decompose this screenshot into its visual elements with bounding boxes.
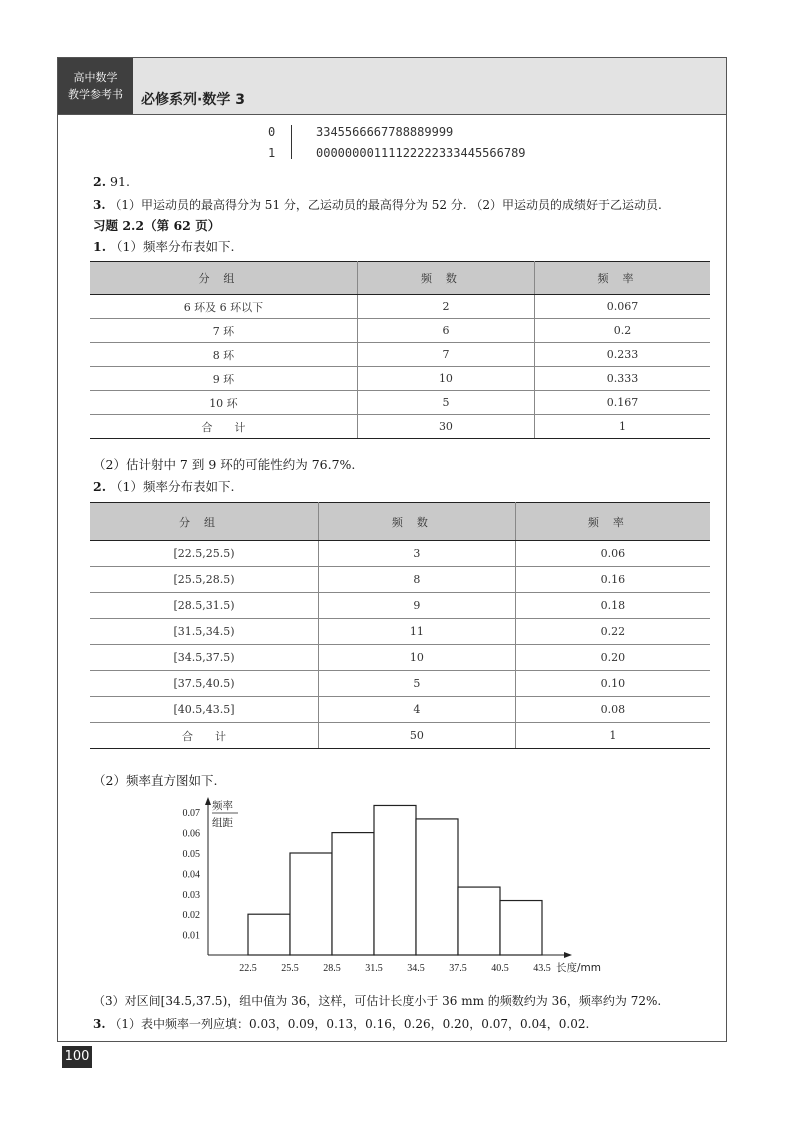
table-cell: 0.16 [515,567,710,593]
histogram-bar [416,819,458,955]
y-tick-label: 0.02 [182,910,200,922]
exercise-heading: 习题 2.2（第 62 页） [93,218,221,233]
table-cell: 3 [319,541,516,567]
answer-2-number: 2. [93,174,107,189]
estimate-text: （2）估计射中 7 到 9 环的可能性约为 76.7%. [93,457,356,472]
table-cell: [31.5,34.5) [90,619,319,645]
table-row [90,697,710,723]
series-title: 必修系列·数学 3 [141,92,245,108]
stem-1: 1 [268,146,276,160]
frequency-table-1 [90,261,710,439]
table-total-row [90,723,710,749]
table-cell: 7 环 [90,319,357,343]
table-cell: 8 [319,567,516,593]
table-cell: [25.5,28.5) [90,567,319,593]
answer-2 [93,174,130,189]
x-axis-label: 长度/mm [556,962,601,974]
header-count: 频数 [357,262,534,295]
exercise-3-text: （1）表中频率一列应填：0.03，0.09，0.13，0.16，0.26，0.20，0.07，0.04，0.02. [109,1017,590,1031]
table-cell: 6 [357,319,534,343]
table-cell: 4 [319,697,516,723]
answer-2-text: 91. [106,174,130,189]
table-cell: 5 [319,671,516,697]
x-tick-label: 40.5 [491,963,509,974]
exercise-3-number: 3. [93,1017,106,1031]
table-cell: [37.5,40.5) [90,671,319,697]
page-number: 100 [62,1046,92,1068]
table-cell: 合 计 [90,415,357,439]
histogram-bar [290,853,332,955]
table-cell: 0.20 [515,645,710,671]
answer-3-number: 3. [93,198,106,212]
table-row [90,541,710,567]
table-row [90,619,710,645]
table-cell: 1 [535,415,710,439]
table-cell: 9 环 [90,367,357,391]
histogram-intro: （2）频率直方图如下. [93,773,218,788]
table-row [90,671,710,697]
leaves-1: 00000000111122222333445566789 [316,146,526,160]
x-tick-label: 37.5 [449,963,467,974]
badge-line-2: 教学参考书 [68,88,123,101]
table-cell: 0.067 [535,295,710,319]
answer-3 [93,196,662,213]
answer-3-text: （1）甲运动员的最高得分为 51 分，乙运动员的最高得分为 52 分. （2）甲运动员的成绩好于乙运动员. [109,198,662,212]
table-row [90,645,710,671]
y-tick-label: 0.03 [182,889,200,901]
table-cell: 7 [357,343,534,367]
table-cell: 30 [357,415,534,439]
x-tick-label: 43.5 [533,963,551,974]
table-row [90,343,710,367]
exercise-2-text: （1）频率分布表如下. [110,479,235,494]
table-cell: 0.06 [515,541,710,567]
table-cell: 2 [357,295,534,319]
table-cell: 50 [319,723,516,749]
stem-divider [291,125,292,159]
table-cell: 8 环 [90,343,357,367]
frequency-table-2 [90,502,710,749]
badge-line-1: 高中数学 [73,71,118,84]
exercise-1-text: （1）频率分布表如下. [110,239,235,254]
table-row [90,319,710,343]
table-row [90,567,710,593]
book-badge [58,58,133,114]
table-cell: 0.167 [535,391,710,415]
table-cell: 9 [319,593,516,619]
page-header [58,58,726,115]
x-tick-label: 31.5 [365,963,383,974]
y-axis-label-denominator: 组距 [212,817,233,829]
y-tick-label: 0.05 [182,849,200,860]
x-axis-arrow [564,952,572,958]
table-row [90,295,710,319]
table-row [90,391,710,415]
exercise-2 [93,477,234,495]
table-row [90,593,710,619]
histogram-bar [374,805,416,955]
table-cell: 0.333 [535,367,710,391]
exercise-3 [93,1015,589,1032]
frequency-histogram [160,795,620,980]
table-cell: 11 [319,619,516,645]
header-frequency: 频率 [515,503,710,541]
y-tick-label: 0.06 [182,828,200,840]
interval-estimate: （3）对区间[34.5,37.5)，组中值为 36，这样，可估计长度小于 36 mm 的频数约为 36，频率约为 72%. [93,994,662,1008]
exercise-2-number: 2. [93,479,107,494]
table-cell: 1 [515,723,710,749]
table-cell: 0.233 [535,343,710,367]
table-cell: 0.18 [515,593,710,619]
x-tick-label: 25.5 [281,963,299,974]
table-cell: 0.08 [515,697,710,723]
table-cell: [34.5,37.5) [90,645,319,671]
table-header-row [90,503,710,541]
header-frequency: 频率 [535,262,710,295]
histogram-bar [332,833,374,955]
x-tick-label: 28.5 [323,963,341,974]
y-axis-label-numerator: 频率 [212,800,233,812]
table-row [90,367,710,391]
histogram-bar [500,901,542,955]
table-cell: 0.10 [515,671,710,697]
header-group: 分组 [90,503,319,541]
table-cell: 10 [357,367,534,391]
y-tick-label: 0.04 [182,869,200,881]
table-cell: 0.2 [535,319,710,343]
x-tick-label: 22.5 [239,963,257,974]
table-cell: [28.5,31.5) [90,593,319,619]
table-cell: 10 [319,645,516,671]
stem-0: 0 [268,125,276,139]
table-header-row [90,262,710,295]
y-tick-label: 0.07 [182,808,200,820]
table-cell: [40.5,43.5] [90,697,319,723]
x-tick-label: 34.5 [407,963,425,974]
histogram-bar [248,914,290,955]
table-cell: 合 计 [90,723,319,749]
table-cell: [22.5,25.5) [90,541,319,567]
histogram-bar [458,887,500,955]
y-axis-arrow [205,797,211,805]
table-total-row [90,415,710,439]
table-cell: 6 环及 6 环以下 [90,295,357,319]
table-cell: 10 环 [90,391,357,415]
y-tick-label: 0.01 [182,930,200,942]
header-count: 频数 [319,503,516,541]
exercise-1-number: 1. [93,239,107,254]
table-cell: 5 [357,391,534,415]
table-cell: 0.22 [515,619,710,645]
header-group: 分组 [90,262,357,295]
exercise-1 [93,237,234,255]
leaves-0: 3345566667788889999 [316,125,454,139]
